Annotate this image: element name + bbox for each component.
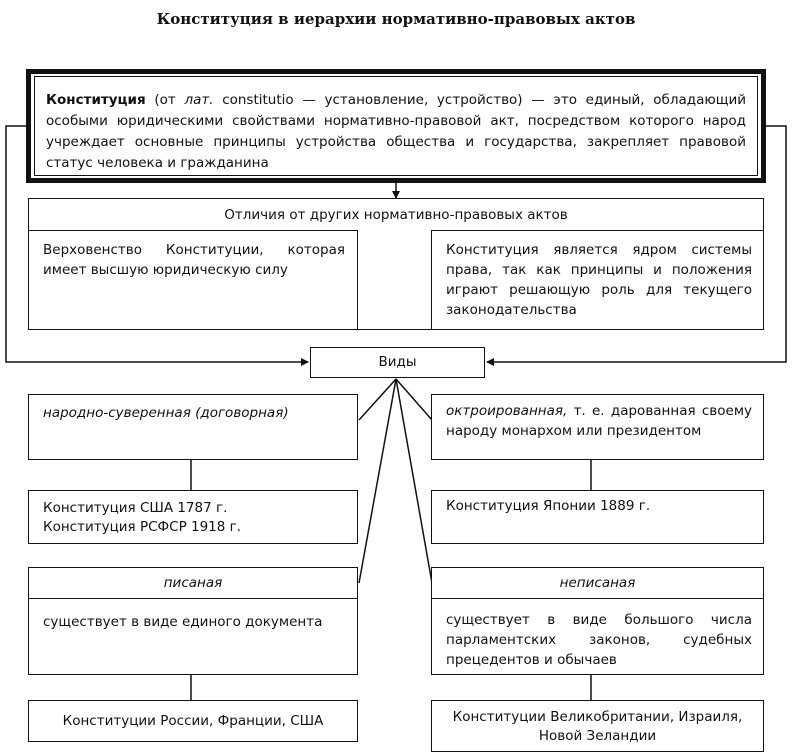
type-unwritten-example-1: Конституции Великобритании, Израиля, (452, 709, 743, 725)
type-written-example: Конституции России, Франции, США (62, 713, 324, 729)
definition-lang: лат. (184, 92, 214, 108)
differences-left-text: Верховенство Конституции, которая имеет высшую юридическую силу (43, 242, 345, 278)
type-written-desc: существует в виде единого документа (43, 614, 323, 630)
type-sovereign-example-1: Конституция США 1787 г. (43, 500, 228, 516)
type-octroyed-text (446, 401, 752, 441)
fan-line-sovereign (359, 379, 396, 420)
type-octroyed-example: Конституция Японии 1889 г. (446, 498, 651, 514)
definition-term: Конституция (46, 92, 146, 108)
type-octroyed-desc: т. е. дарованная своему народу монархом или президентом (446, 403, 752, 439)
type-octroyed-name: октроированная, (446, 403, 568, 419)
type-sovereign-name: народно-суверенная (договорная) (43, 405, 289, 421)
differences-header: Отличия от других нормативно-правовых актов (224, 207, 568, 223)
type-unwritten-desc: существует в виде большого числа парламентских законов, судебных прецедентов и обычаев (446, 612, 752, 668)
type-written-divider (28, 598, 358, 599)
definition-paren: (от (154, 92, 185, 108)
type-written-name: писаная (163, 575, 223, 591)
type-unwritten-divider (431, 598, 764, 599)
definition-text (46, 90, 746, 174)
type-sovereign-example-2: Конституция РСФСР 1918 г. (43, 519, 242, 535)
fan-line-written (359, 379, 396, 583)
types-label-box: Виды (310, 347, 485, 378)
type-unwritten-example-2: Новой Зеландии (538, 728, 657, 744)
definition-rest: constitutio — установление, устройство) — это единый, обладающий особыми юридическими свойствами нормативно-правовой акт, посредством которого народ учреждает основные принципы устройства общества и государства, закрепляет правовой статус человека и гражданина (46, 92, 746, 171)
differences-right-text: Конституция является ядром системы права, так как принципы и положения играют решающую роль для текущего законодательства (446, 242, 752, 318)
type-unwritten-name: неписаная (559, 575, 636, 591)
fan-line-unwritten (396, 379, 432, 583)
page-title: Конституция в иерархии нормативно-правовых актов (156, 10, 636, 28)
